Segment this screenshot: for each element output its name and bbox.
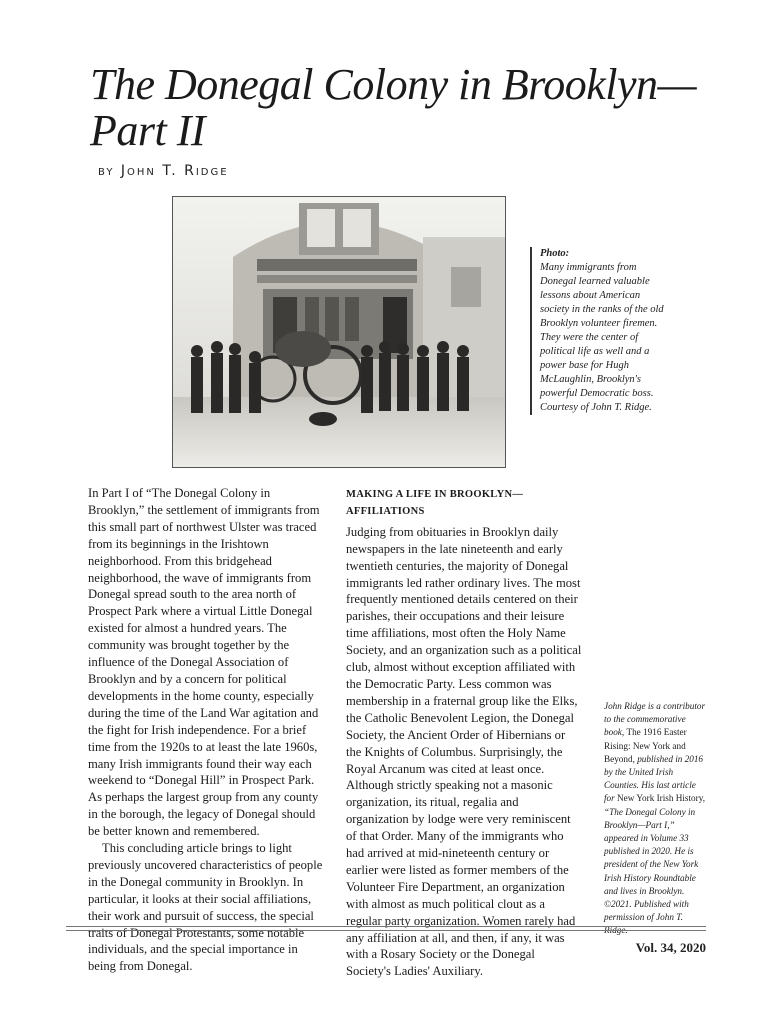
bio-text: “The Donegal Colony in Brooklyn—Part I,” appeared in Volume 33 published in 2020. He is president of the New York Irish History Roundtable and lives in Brooklyn. ©2021. Published with permission of John T. Ridge. [604, 806, 699, 936]
photo-caption [530, 247, 668, 415]
bio-text: John Ridge is a contributor to the commemorative book, [604, 701, 706, 738]
paragraph: In Part I of “The Donegal Colony in Brooklyn,” the settlement of immigrants from this small part of northwest Ulster was traced from its beginnings in the Irishtown neighborhood. From this bridgehead neighborhood, the wave of immigrants from Donegal spread south to the area north of Prospect Park where a virtual Little Donegal existed for almost a hundred years. The community was brought together by the influence of the Donegal Association of Brooklyn and by a concern for political developments in the home county, especially during the time of the Land War agitation and the fight for Irish independence. For a brief time from the 1920s to at least the late 1960s, many Irish immigrants found their way each weekend to “Donegal Hill” in Prospect Park. As perhaps the largest group from any county in the borough, the legacy of Donegal should be better known and remembered. [88, 486, 320, 839]
byline: by John T. Ridge [98, 163, 229, 179]
bio-text: published in 2016 by the United Irish Counties. His last article for [604, 753, 704, 804]
paragraph: Judging from obituaries in Brooklyn daily newspapers in the late nineteenth and early twentieth centuries, the majority of Donegal immigrants led rather ordinary lives. The most frequently mentioned details centered on their parishes, their occupations and their leisure time affiliations, most often the Holy Name Society, and an organization such as a political club, almost without exception affiliated with the Democratic Party. Less common was membership in a fraternal group like the Elks, the Catholic Benevolent Legion, the Donegal Society, the Ancient Order of Hibernians or the Knights of Columbus. Surprisingly, the Royal Arcanum was cited at least once. Although strictly speaking not a masonic organization, its ritual, regalia and organization by lodge were very reminiscent of that Order. Many of the immigrants who had arrived at mid-nineteenth century or earlier were listed as former members of the Volunteer Fire Department, an organization with almost as much political clout as a regular party organization. Women rarely had any affiliation at all, and then, if any, it was with a Rosary Society or the Donegal Society's Ladies' Auxiliary. [346, 524, 582, 979]
caption-text: Many immigrants from Donegal learned valuable lessons about American society in the ranks of the old Brooklyn volunteer firemen. They were the center of political life as well and a power base for Hugh McLaughlin, Brooklyn's powerful Democratic boss. Courtesy of John T. Ridge. [540, 262, 664, 413]
article-column-2 [346, 487, 582, 980]
historic-photo [172, 196, 506, 468]
firemen-photo-illustration [173, 197, 505, 467]
caption-heading: Photo: [540, 248, 570, 259]
article-title: The Donegal Colony in Brooklyn—Part II [90, 60, 697, 155]
article-column-1 [88, 485, 324, 975]
paragraph: This concluding article brings to light previously uncovered characteristics of people in the Donegal community in Brooklyn. In particular, it looks at their social affiliations, their work and pursuit of success, the special traits of Donegal Protestants, some notable individuals, and the special importance in being from Donegal. [88, 841, 323, 974]
section-heading: MAKING A LIFE IN BROOKLYN—AFFILIATIONS [346, 489, 524, 517]
author-bio [604, 700, 708, 938]
issue-folio: Vol. 34, 2020 [635, 940, 706, 955]
footer-rule [66, 930, 706, 931]
footer-rule [66, 926, 706, 927]
bio-journal-title: New York Irish History, [617, 793, 705, 804]
bio-book-title: The 1916 Easter Rising: New York and Beyond, [604, 727, 687, 764]
